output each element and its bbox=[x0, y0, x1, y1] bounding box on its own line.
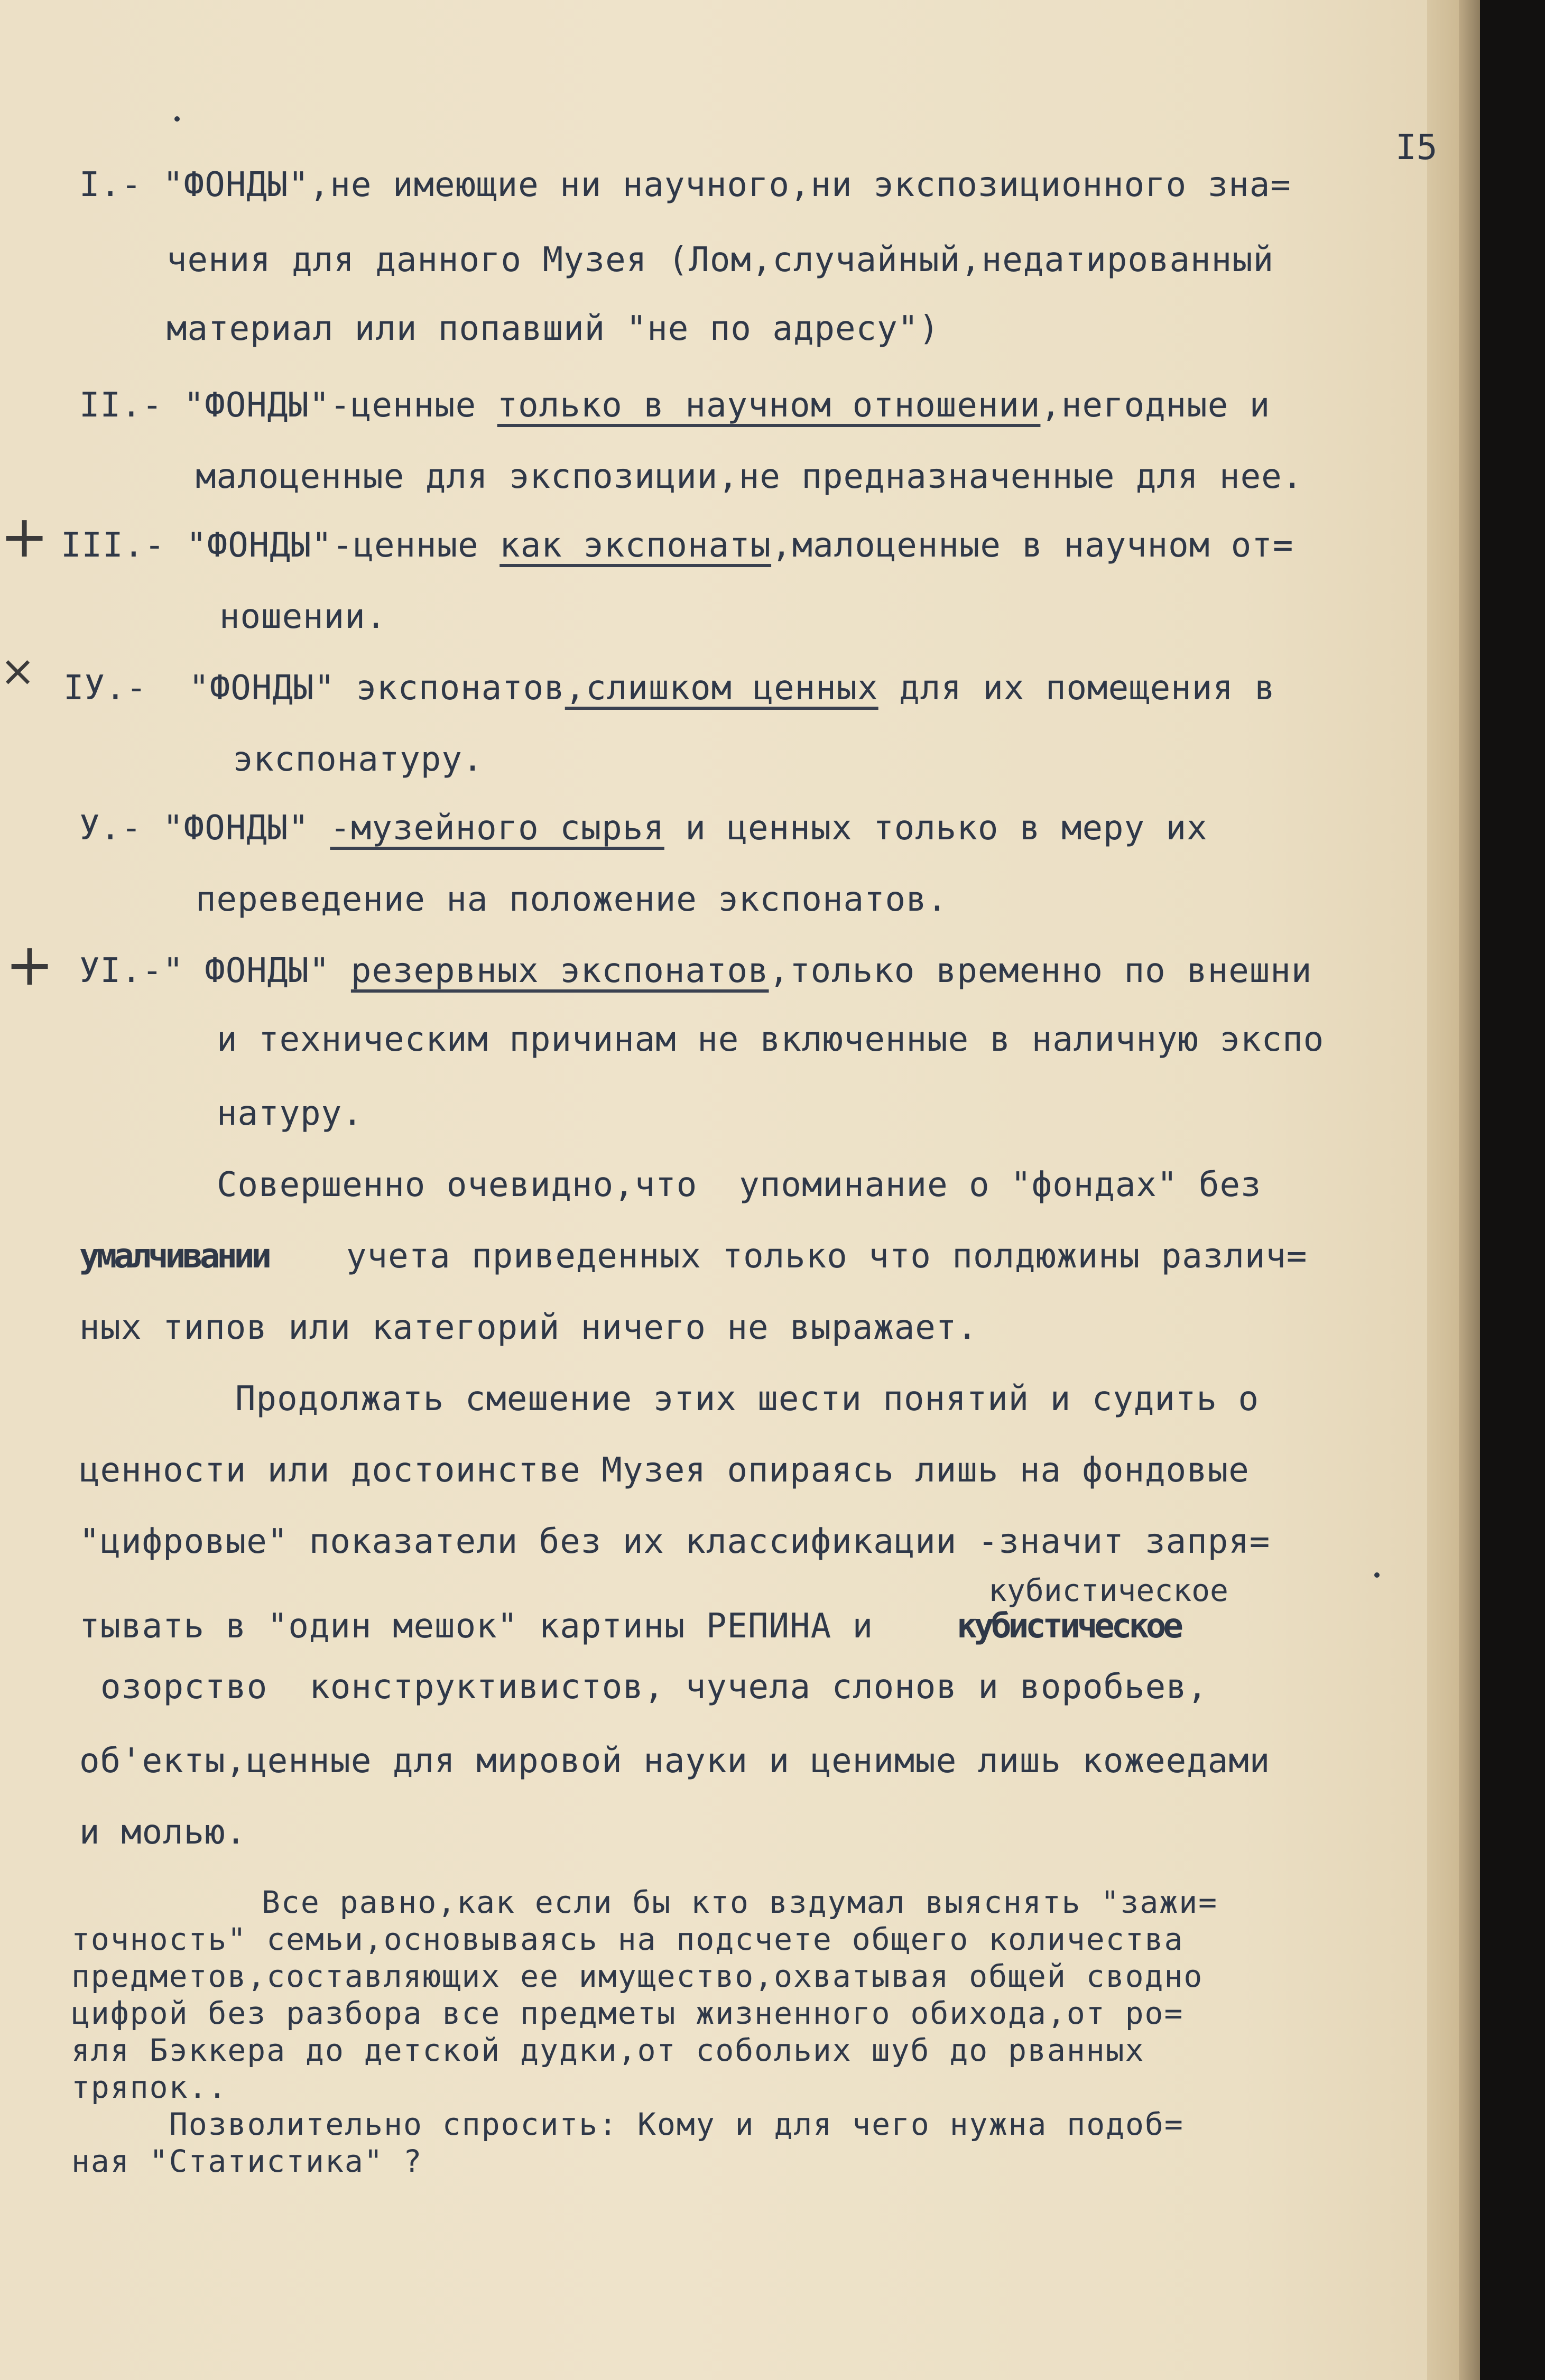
text-line: точность" семьи,основываясь на подсчете общего количества bbox=[71, 1921, 1184, 1957]
text-line: чения для данного Музея (Лом,случайный,недатированный bbox=[166, 240, 1274, 280]
text-line: предметов,составляющих ее имущество,охватывая общей сводно bbox=[71, 1958, 1204, 1994]
text-line: учета приведенных только что полдюжины различ= bbox=[346, 1237, 1308, 1276]
text-line: малоценные для экспозиции,не предназначенные для нее. bbox=[196, 457, 1303, 496]
underlined-phrase: -музейного сырья bbox=[330, 809, 664, 848]
margin-x-mark: × bbox=[0, 646, 36, 696]
text-line: натуру. bbox=[217, 1094, 363, 1133]
text-line: IУ.- "ФОНДЫ" экспонатов,слишком ценных для их помещения в bbox=[63, 669, 1275, 708]
text-line: ценности или достоинстве Музея опираясь лишь на фондовые bbox=[79, 1451, 1250, 1490]
text-line: и молью. bbox=[79, 1813, 247, 1852]
text-line: У.- "ФОНДЫ" -музейного сырья и ценных только в меру их bbox=[79, 809, 1208, 848]
struck-word: кубистическое bbox=[957, 1607, 1180, 1646]
margin-plus-mark: + bbox=[5, 931, 54, 998]
underlined-phrase: резервных экспонатов bbox=[350, 951, 769, 990]
text-line: Позволительно спросить: Кому и для чего нужна подоб= bbox=[169, 2106, 1184, 2142]
text-line: переведение на положение экспонатов. bbox=[196, 880, 948, 919]
text-line: экспонатуру. bbox=[233, 740, 484, 779]
text-line: ная "Статистика" ? bbox=[71, 2143, 423, 2179]
ink-dot bbox=[1374, 1572, 1380, 1578]
struck-word: умалчивании bbox=[79, 1237, 269, 1276]
text-line: Все равно,как если бы кто вздумал выяснять "зажи= bbox=[262, 1884, 1218, 1920]
text-line: ношении. bbox=[219, 597, 387, 636]
text-line: III.- "ФОНДЫ"-ценные как экспонаты,малоценные в научном от= bbox=[61, 526, 1294, 565]
text-line: цифрой без разбора все предметы жизненного обихода,от ро= bbox=[71, 1995, 1184, 2031]
text-line: УI.-" ФОНДЫ" резервных экспонатов,только временно по внешни bbox=[79, 951, 1312, 990]
text-line: озорство конструктивистов, чучела слонов и воробьев, bbox=[100, 1668, 1208, 1707]
text-line: "цифровые" показатели без их классификации -значит запря= bbox=[79, 1522, 1271, 1561]
text-line: II.- "ФОНДЫ"-ценные только в научном отношении,негодные и bbox=[79, 386, 1271, 425]
text-line: I.- "ФОНДЫ",не имеющие ни научного,ни экспозиционного зна= bbox=[79, 165, 1291, 205]
text-line: ных типов или категорий ничего не выражает. bbox=[79, 1308, 978, 1347]
text-line: яля Бэккера до детской дудки,от собольих шуб до рванных bbox=[71, 2032, 1145, 2068]
ink-dot bbox=[174, 116, 180, 122]
text-line: Совершенно очевидно,что упоминание о "фондах" без bbox=[217, 1165, 1262, 1205]
background-shadow bbox=[1480, 0, 1545, 2380]
page-number: I5 bbox=[1395, 127, 1438, 168]
underlined-phrase: только в научном отношении bbox=[497, 386, 1041, 425]
text-line: об'екты,ценные для мировой науки и ценимые лишь кожеедами bbox=[79, 1742, 1271, 1781]
underlined-phrase: как экспонаты bbox=[499, 526, 772, 565]
margin-plus-mark: + bbox=[0, 503, 49, 570]
typed-insertion: кубистическое bbox=[988, 1572, 1228, 1608]
text-line: материал или попавший "не по адресу") bbox=[166, 309, 940, 348]
page-edge bbox=[1427, 0, 1459, 2380]
underlined-phrase: ,слишком ценных bbox=[565, 669, 878, 708]
text-line: тряпок.. bbox=[71, 2069, 228, 2105]
text-line: тывать в "один мешок" картины РЕПИНА и bbox=[79, 1607, 874, 1646]
text-line: и техническим причинам не включенные в наличную экспо bbox=[217, 1020, 1325, 1059]
text-line: Продолжать смешение этих шести понятий и судить о bbox=[235, 1379, 1260, 1419]
stacked-pages-edge bbox=[1459, 0, 1480, 2380]
